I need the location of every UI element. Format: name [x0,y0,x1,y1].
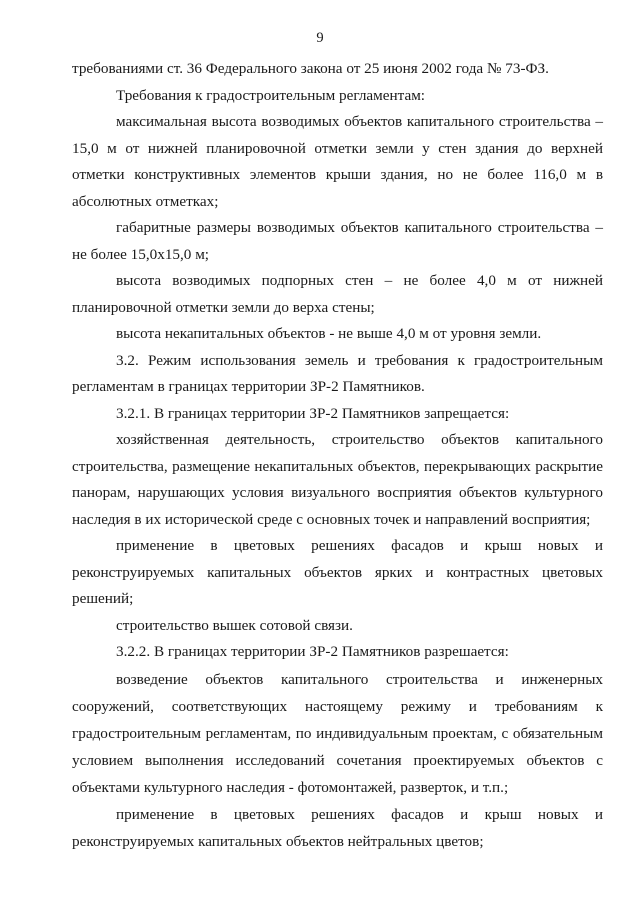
section-heading-3-2-1: 3.2.1. В границах территории ЗР-2 Памятников запрещается: [116,404,510,422]
section-heading-3-2: 3.2. Режим использования земель и требования к градостроительным регламентам в границах территории ЗР-2 Памятников. [72,351,603,395]
paragraph-prohibited-colors: применение в цветовых решениях фасадов и крыш новых и реконструируемых капитальных объектов ярких и контрастных цветовых решений; [72,537,603,607]
paragraph-dimensions: габаритные размеры возводимых объектов капитального строительства – не более 15,0х15,0 м; [72,219,603,263]
page-number: 9 [316,30,324,46]
paragraph-max-height: максимальная высота возводимых объектов капитального строительства – 15,0 м от нижней планировочной отметки земли у стен здания до верхней отметки конструктивных элементов крыши здания, но не более 116,0 м в абсолютных отметках; [72,113,603,210]
paragraph-permitted-construction: возведение объектов капитального строительства и инженерных сооружений, соответствующих настоящему режиму и требованиям к градостроительным регламентам, по индивидуальным проектам, с обязательным условием выполнения исследований сочетания проектируемых объектов с объектами культурного наследия - фотомонтажей, разверток, и т.п.; [72,670,603,796]
paragraph-retaining-walls: высота возводимых подпорных стен – не более 4,0 м от нижней планировочной отметки земли до верха стены; [72,272,603,316]
paragraph-noncapital-height: высота некапитальных объектов - не выше 4,0 м от уровня земли. [116,325,542,342]
document-body [72,56,603,855]
paragraph-cell-towers: строительство вышек сотовой связи. [116,616,353,634]
section-heading-3-2-2: 3.2.2. В границах территории ЗР-2 Памятников разрешается: [116,643,509,660]
paragraph-prohibited-activity: хозяйственная деятельность, строительство объектов капитального строительства, размещение некапитальных объектов, перекрывающих раскрытие панорам, нарушающих условия визуального восприятия объектов культурного наследия в их исторической среде с основных точек и направлений восприятия; [72,431,603,528]
paragraph-requirements-heading: Требования к градостроительным регламентам: [116,86,426,104]
paragraph-law-reference: требованиями ст. 36 Федерального закона от 25 июня 2002 года № 73-ФЗ. [72,60,549,77]
paragraph-permitted-colors: применение в цветовых решениях фасадов и крыш новых и реконструируемых капитальных объектов нейтральных цветов; [72,805,603,850]
